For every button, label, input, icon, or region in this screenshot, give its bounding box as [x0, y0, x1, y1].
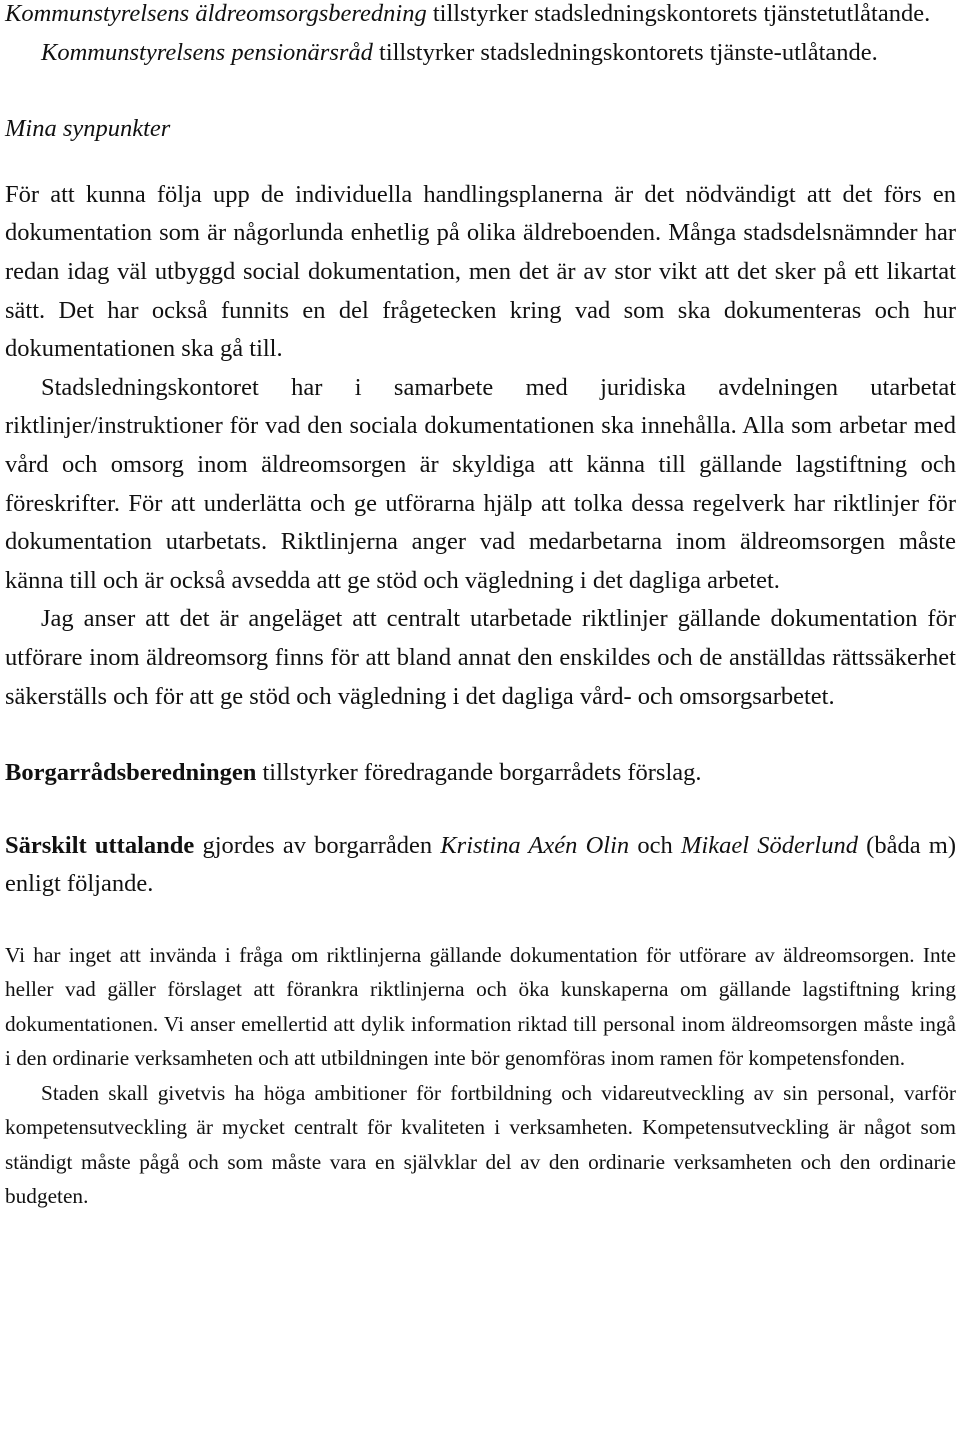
paragraph-guidelines: [5, 369, 956, 601]
paragraph-elderly-care-committee: [5, 0, 956, 34]
council-name: Kommunstyrelsens pensionärsråd: [41, 38, 373, 66]
section-title-text: Mina synpunkter: [5, 115, 171, 143]
paragraph-competence: [5, 1076, 956, 1214]
conjunction: och: [637, 831, 673, 859]
paragraph-text: Staden skall givetvis ha höga ambitioner för fortbildning och vidareutveckling av sin personal, varför kompetensutveckling är mycket centralt för kvaliteten i verksamheten. Kompetensutveckling är något som ständigt måste pågå och som måste vara en självklar del av den ordinarie verksamheten och den ordinarie budgeten.: [5, 1080, 956, 1209]
paragraph-text: Stadsledningskontoret har i samarbete med juridiska avdelningen utarbetat riktlinjer/instruktioner för vad den sociala dokumentationen ska innehålla. Alla som arbetar med vård och omsorg inom äldreomsorgen är skyldiga att känna till gällande lagstiftning och föreskrifter. För att underlätta och ge utförarna hjälp att tolka dessa regelverk har riktlinjer för dokumentation utarbetats. Riktlinjerna anger vad medarbetarna inom äldreomsorgen måste känna till och är också avsedda att ge stöd och vägledning i det dagliga arbetet.: [5, 373, 956, 594]
paragraph-special-statement: [5, 827, 956, 904]
statement-text: gjordes av borgarråden: [202, 831, 433, 859]
paragraph-pensioners-council: [5, 34, 956, 73]
mayors-council-name: Borgarrådsberedningen: [5, 759, 257, 787]
statement-text: (båda m) enligt följande.: [5, 831, 957, 898]
paragraph-statement-body: [5, 938, 956, 1076]
committee-statement: tillstyrker stadsledningskontorets tjänstetutlåtande.: [432, 0, 931, 27]
section-title: [5, 110, 956, 149]
paragraph-opinion: [5, 600, 956, 716]
paragraph-text: Vi har inget att invända i fråga om riktlinjerna gällande dokumentation för utförare av äldreomsorgen. Inte heller vad gäller förslaget att förankra riktlinjerna och öka kunskaperna om gällande lagstiftning kring dokumentationen. Vi anser emellertid att dylik information riktad till personal inom äldreomsorgen måste ingå i den ordinarie verksamheten och att utbildningen inte bör genomföras inom ramen för kompetensfonden.: [5, 942, 956, 1071]
paragraph-mayors-council: [5, 754, 956, 793]
paragraph-text: För att kunna följa upp de individuella handlingsplanerna är det nödvändigt att det förs en dokumentation som är någorlunda enhetlig på olika äldreboenden. Många stadsdelsnämnder har redan idag väl utbyggd social dokumentation, men det är av stor vikt att det sker på ett likartat sätt. Det har också funnits en del frågetecken kring vad som ska dokumenteras och hur dokumentationen ska gå till.: [5, 180, 956, 363]
commissioner-name-2: Mikael Söderlund: [680, 831, 858, 859]
paragraph-text: Jag anser att det är angeläget att centralt utarbetade riktlinjer gällande dokumentation för utförare inom äldreomsorg finns för att bland annat den enskildes och de anställdas rättssäkerhet säkerställs och för att ge stöd och vägledning i det dagliga vård- och omsorgsarbetet.: [5, 605, 956, 710]
mayors-council-statement: tillstyrker föredragande borgarrådets förslag.: [262, 759, 702, 787]
paragraph-documentation: [5, 176, 956, 369]
commissioner-name-1: Kristina Axén Olin: [440, 831, 630, 859]
committee-name: Kommunstyrelsens äldreomsorgsberedning: [5, 0, 427, 27]
council-statement: tillstyrker stadsledningskontorets tjänste-utlåtande.: [379, 38, 878, 66]
special-statement-label: Särskilt uttalande: [5, 831, 195, 859]
